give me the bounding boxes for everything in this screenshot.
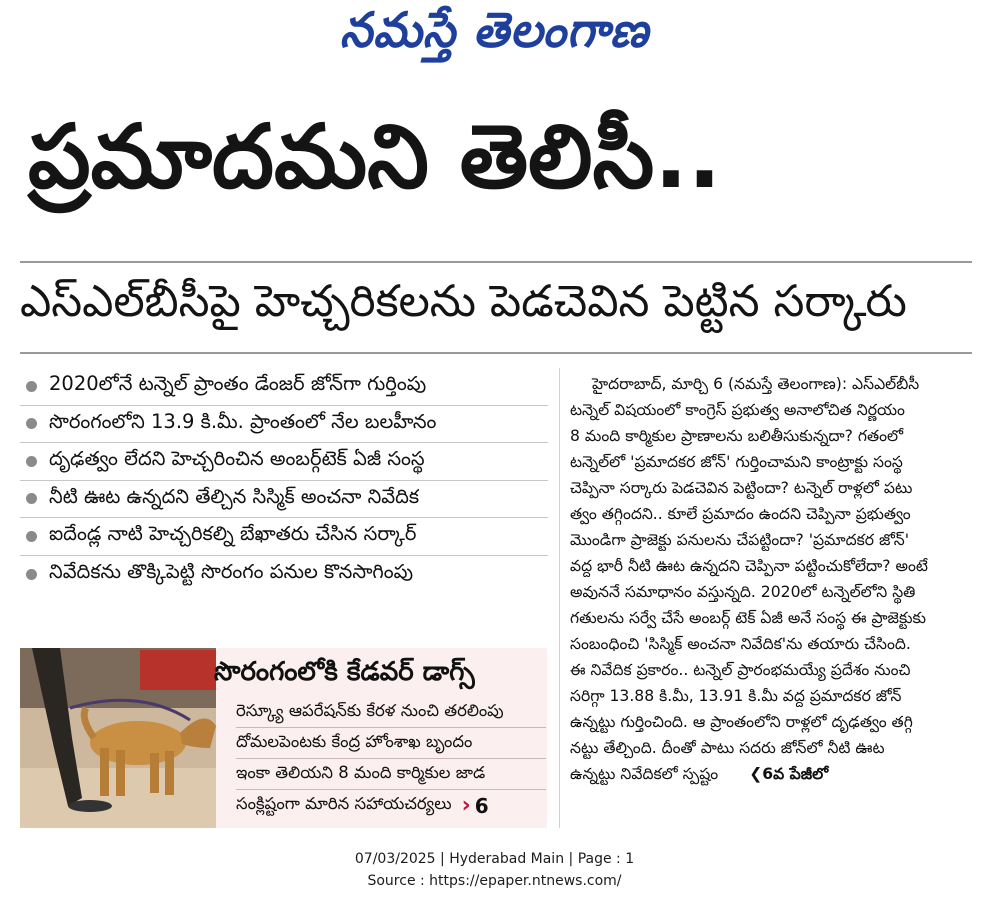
bullet-dot-icon [26,531,37,542]
sidebar-story-point-text: సంక్లిష్టంగా మారిన సహాయచర్యలు [236,794,452,813]
bullet-item [20,518,548,556]
headline [28,92,978,242]
bullet-text: ఐదేండ్ల నాటి హెచ్చరికల్ని బేఖాతరు చేసిన సర్కార్ [49,522,417,546]
masthead [0,0,989,72]
sidebar-story-points [236,697,546,821]
sidebar-story-point-text: దోమలపెంటకు కేంద్ర హోంశాఖ బృందం [236,731,473,751]
sidebar-story-title [214,655,544,695]
article-line: గతులను సర్వే చేసే అంబర్గ్ టెక్ ఏజీ అనే సంస్థ ఈ ప్రాజెక్టుకు [570,609,927,627]
article-line: 8 మంది కార్మికుల ప్రాణాలను బలితీసుకున్నదా? గతంలో [570,427,904,445]
newspaper-logo: నమస్తే తెలంగాణ [339,1,650,59]
page-ref-arrow-icon: › [461,793,471,818]
bullet-text: 2020లోనే టన్నెల్ ప్రాంతం డేంజర్ జోన్‌గా గుర్తింపు [49,372,427,396]
sidebar-story-point [236,697,546,728]
bullet-text: దృఢత్వం లేదని హెచ్చరించిన అంబర్గ్‌టెక్ ఏజీ సంస్థ [49,447,425,471]
bullet-dot-icon [26,493,37,504]
article-line: టన్నెల్ విషయంలో కాంగ్రెస్ ప్రభుత్వ అనాలోచిత నిర్ణయం [570,401,905,419]
bullet-dot-icon [26,418,37,429]
sidebar-story-point-text: రెస్క్యూ ఆపరేషన్‌కు కేరళ నుంచి తరలింపు [236,700,504,720]
edition-info: 07/03/2025 | Hyderabad Main | Page : 1 [354,851,635,867]
sidebar-story-point-text: ఇంకా తెలియని 8 మంది కార్మికుల జాడ [236,762,486,782]
article-line: ఉన్నట్టు నివేదికలో స్పష్టం [570,765,719,783]
bullet-dot-icon [26,456,37,467]
headline-divider [20,261,972,263]
headline-text: ప్రమాదమని తెలిసీ.. [28,104,722,208]
bullet-text: నివేదికను తొక్కిపెట్టి సొరంగం పనుల కొనసాగింపు [49,560,414,584]
article-line: మొండిగా ప్రాజెక్టు పనులను చేపట్టిందా? 'ప్రమాదకర జోన్' [570,531,909,549]
subheadline [20,268,975,346]
sidebar-story-point [236,728,546,759]
article-line: నట్టు తేల్చింది. దీంతో పాటు సదరు జోన్‌లో నీటి ఊట [570,739,885,757]
article-last-line [570,761,976,787]
article-line: టన్నెల్‌లో 'ప్రమాదకర జోన్' గుర్తించామని కాంట్రాక్టు సంస్థ [570,453,903,471]
article-body [570,371,976,787]
source-url: Source : https://epaper.ntnews.com/ [367,873,622,889]
article-line: ఉన్నట్టు గుర్తించింది. ఆ ప్రాంతంలోని రాళ్లలో దృఢత్వం తగ్గి [570,713,913,731]
continued-arrow-icon: ❮ [749,765,763,783]
article-line: సంబంధించి 'సిస్మిక్ అంచనా నివేదిక'ను తయారు చేసింది. [570,635,911,653]
page-footer [0,848,989,892]
bullet-text: నీటి ఊట ఉన్నదని తేల్చిన సిస్మిక్ అంచనా నివేదిక [49,484,420,508]
bullet-text: సొరంగంలోని 13.9 కి.మీ. ప్రాంతంలో నేల బలహీనం [49,409,437,433]
article-line: త్వం తగ్గిందని.. కూలే ప్రమాదం ఉందని చెప్పినా ప్రభుత్వం [570,505,911,523]
bullet-item [20,406,548,444]
article-line: ఈ నివేదిక ప్రకారం.. టన్నెల్ ప్రారంభమయ్యే ప్రదేశం నుంచి [570,661,911,679]
dog-rescue-photo [20,648,216,828]
article-line: వద్ద భారీ నీటి ఊట ఉన్నదని చెప్పినా పట్టించుకోలేదా? అంటే [570,557,928,575]
subheadline-text: ఎస్‌ఎల్‌బీసీపై హెచ్చరికలను పెడచెవిన పెట్టిన సర్కారు [20,276,907,327]
bullet-dot-icon [26,381,37,392]
bullet-item [20,368,548,406]
article-line: చెప్పినా సర్కారు పెడచెవిన పెట్టిందా? టన్నెల్ రాళ్లలో పటు [570,479,913,497]
bullet-item [20,481,548,519]
article-line: హైదరాబాద్, మార్చి 6 (నమస్తే తెలంగాణ): ఎస్‌ఎల్‌బీసీ [592,375,920,393]
article-line: అవుననే సమాధానం వస్తున్నది. 2020లో టన్నెల్‌లోని స్థితి [570,583,916,601]
sidebar-story-title-text: సొరంగంలోకి కేడవర్ డాగ్స్ [214,657,475,687]
subheadline-divider [20,352,972,354]
column-divider [559,368,560,828]
bullet-item [20,443,548,481]
bullet-dot-icon [26,569,37,580]
bullet-item [20,556,548,594]
page-ref-number: 6 [474,793,489,818]
article-line: సరిగ్గా 13.88 కి.మీ, 13.91 కి.మీ వద్ద ప్రమాదకర జోన్ [570,687,902,705]
sidebar-story-point [236,759,546,790]
bullet-list [20,368,548,593]
continued-on-page: 6వ పేజీలో [762,765,829,783]
sidebar-story-point [236,790,546,821]
